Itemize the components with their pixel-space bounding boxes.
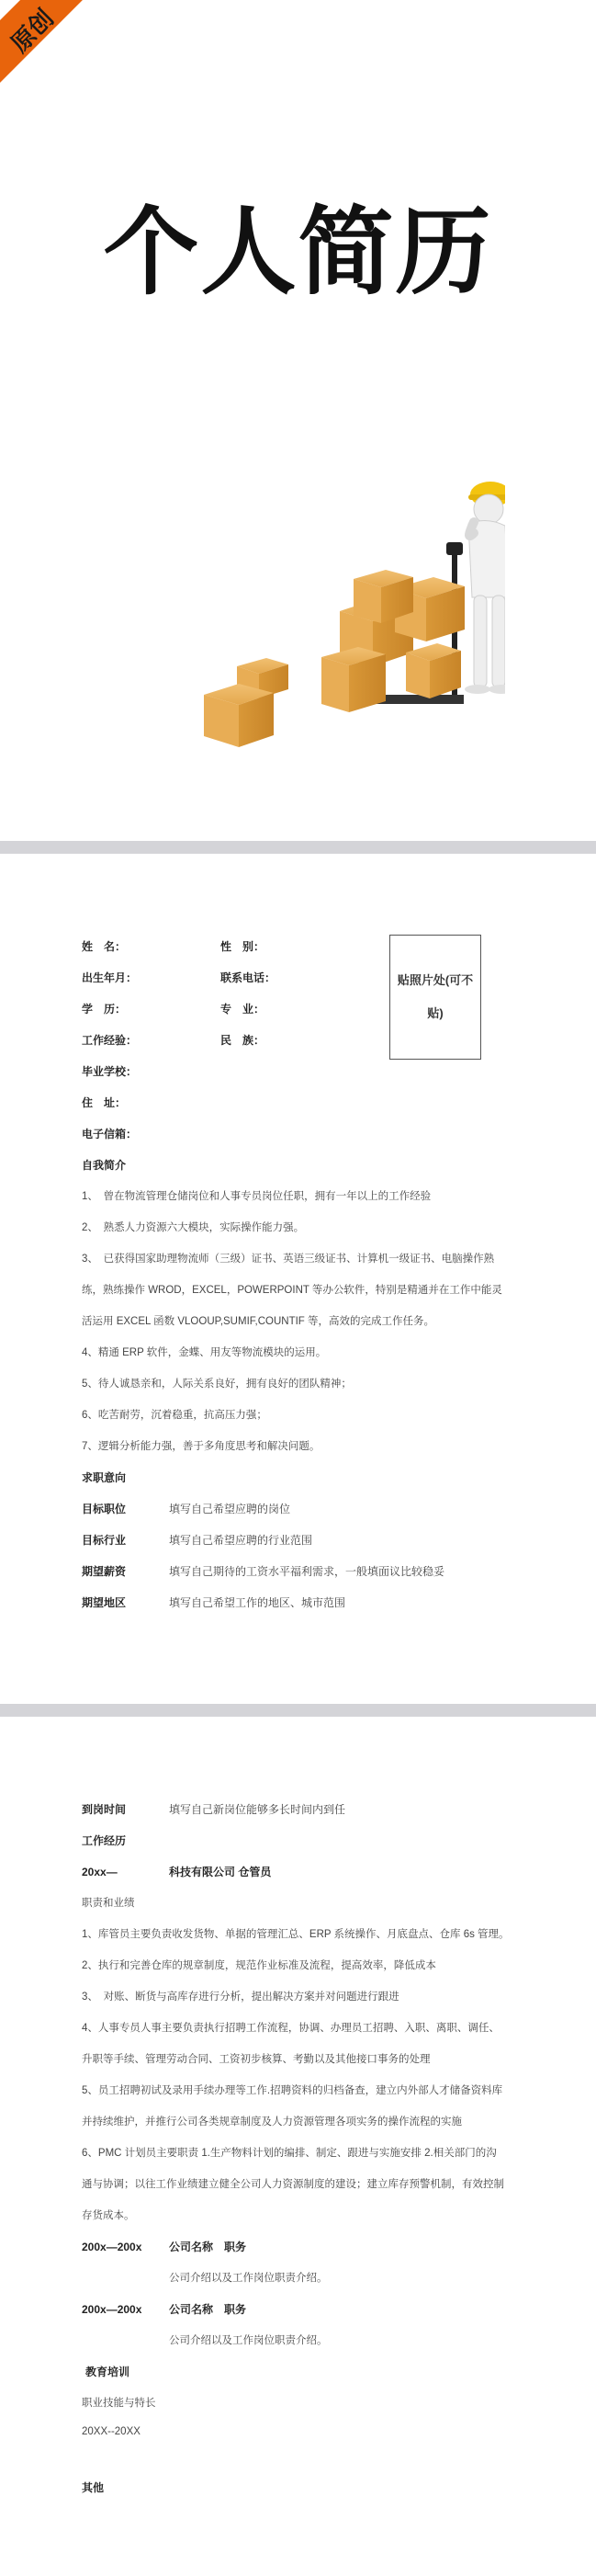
intro-item: 7、逻辑分析能力强，善于多角度思考和解决问题。 [82, 1441, 320, 1452]
duty-item: 4、人事专员人事主要负责执行招聘工作流程，协调、办理员工招聘、入职、离职、调任、 [82, 2023, 500, 2034]
job-description: 公司介绍以及工作岗位职责介绍。 [169, 2273, 328, 2284]
duty-item: 3、 对账、断货与高库存进行分析，提出解决方案并对问题进行跟进 [82, 1992, 399, 2003]
field-experience: 工作经验： [82, 1034, 138, 1047]
resume-page-2 [0, 854, 596, 1704]
field-birth: 出生年月： [82, 971, 138, 984]
education-line: 20XX--20XX [82, 2426, 141, 2437]
cover-title: 个人简历 [103, 196, 493, 308]
intent-row: 期望地区 填写自己希望工作的地区、城市范围 [82, 1596, 346, 1609]
warehouse-worker-illustration [193, 478, 505, 781]
intro-item: 2、 熟悉人力资源六大模块，实际操作能力强。 [82, 1222, 305, 1233]
field-gender: 性 别： [220, 940, 265, 953]
duty-item: 1、库管员主要负责收发货物、单据的管理汇总、ERP 系统操作、月底盘点、仓库 6s 管理。 [82, 1929, 510, 1940]
intro-item: 练，熟练操作 WROD，EXCEL，POWERPOINT 等办公软件，特别是精通并在工作中能灵 [82, 1285, 502, 1296]
duty-item: 升职等手续、管理劳动合同、工资初步核算、考勤以及其他接口事务的处理 [82, 2054, 431, 2065]
page-separator [0, 841, 596, 854]
job-entry: 200x—200x 公司名称 职务 [82, 2241, 247, 2253]
job-entry: 20xx— 科技有限公司 仓管员 [82, 1866, 272, 1878]
other-heading: 其他 [82, 2481, 105, 2494]
arrival-row: 到岗时间 填写自己新岗位能够多长时间内到任 [82, 1803, 346, 1816]
field-email: 电子信箱： [82, 1128, 138, 1140]
cover-page [0, 0, 596, 841]
intro-item: 5、待人诚恳亲和，人际关系良好，拥有良好的团队精神； [82, 1379, 352, 1390]
duty-item: 6、PMC 计划员主要职责 1.生产物料计划的编排、制定、跟进与实施安排 2.相关部门的沟 [82, 2148, 497, 2159]
intro-item: 3、 已获得国家助理物流师（三级）证书、英语三级证书、计算机一级证书、电脑操作熟 [82, 1254, 495, 1265]
duty-item: 存货成本。 [82, 2210, 135, 2221]
duty-item: 并持续维护，并推行公司各类规章制度及人力资源管理各项实务的操作流程的实施 [82, 2116, 462, 2128]
field-school: 毕业学校： [82, 1065, 138, 1078]
intent-heading: 求职意向 [82, 1471, 127, 1484]
photo-placeholder: 贴照片处(可不贴) [389, 935, 481, 1060]
intent-row: 目标职位 填写自己希望应聘的岗位 [82, 1503, 291, 1515]
badge-label: 原创 [6, 5, 60, 59]
field-address: 住 址： [82, 1096, 127, 1109]
intro-item: 活运用 EXCEL 函数 VLOOUP,SUMIF,COUNTIF 等，高效的完成工作任务。 [82, 1316, 435, 1327]
intro-item: 1、 曾在物流管理仓储岗位和人事专员岗位任职，拥有一年以上的工作经验 [82, 1191, 432, 1202]
field-name: 姓 名： [82, 940, 127, 953]
resume-page-3 [0, 1717, 596, 2576]
intent-row: 期望薪资 填写自己期待的工资水平福利需求，一般填面议比较稳妥 [82, 1565, 445, 1578]
duties-heading: 职责和业绩 [82, 1898, 135, 1909]
field-phone: 联系电话： [220, 971, 276, 984]
job-entry: 200x—200x 公司名称 职务 [82, 2303, 247, 2316]
intro-item: 6、吃苦耐劳，沉着稳重，抗高压力强； [82, 1410, 267, 1421]
work-heading: 工作经历 [82, 1834, 127, 1847]
job-description: 公司介绍以及工作岗位职责介绍。 [169, 2335, 328, 2346]
field-major: 专 业： [220, 1003, 265, 1016]
intro-heading: 自我简介 [82, 1159, 127, 1172]
education-line: 职业技能与特长 [82, 2398, 156, 2409]
education-heading: 教育培训 [85, 2366, 130, 2378]
intro-item: 4、精通 ERP 软件，金蝶、用友等物流模块的运用。 [82, 1347, 327, 1358]
intent-row: 目标行业 填写自己希望应聘的行业范围 [82, 1534, 313, 1547]
field-ethnicity: 民 族： [220, 1034, 265, 1047]
duty-item: 通与协调；以往工作业绩建立健全公司人力资源制度的建设；建立库存预警机制，有效控制 [82, 2179, 504, 2190]
duty-item: 5、员工招聘初试及录用手续办理等工作.招聘资料的归档备查，建立内外部人才储备资料库 [82, 2085, 503, 2096]
field-education: 学 历： [82, 1003, 127, 1016]
duty-item: 2、执行和完善仓库的规章制度，规范作业标准及流程，提高效率，降低成本 [82, 1960, 436, 1971]
page-separator [0, 1704, 596, 1717]
